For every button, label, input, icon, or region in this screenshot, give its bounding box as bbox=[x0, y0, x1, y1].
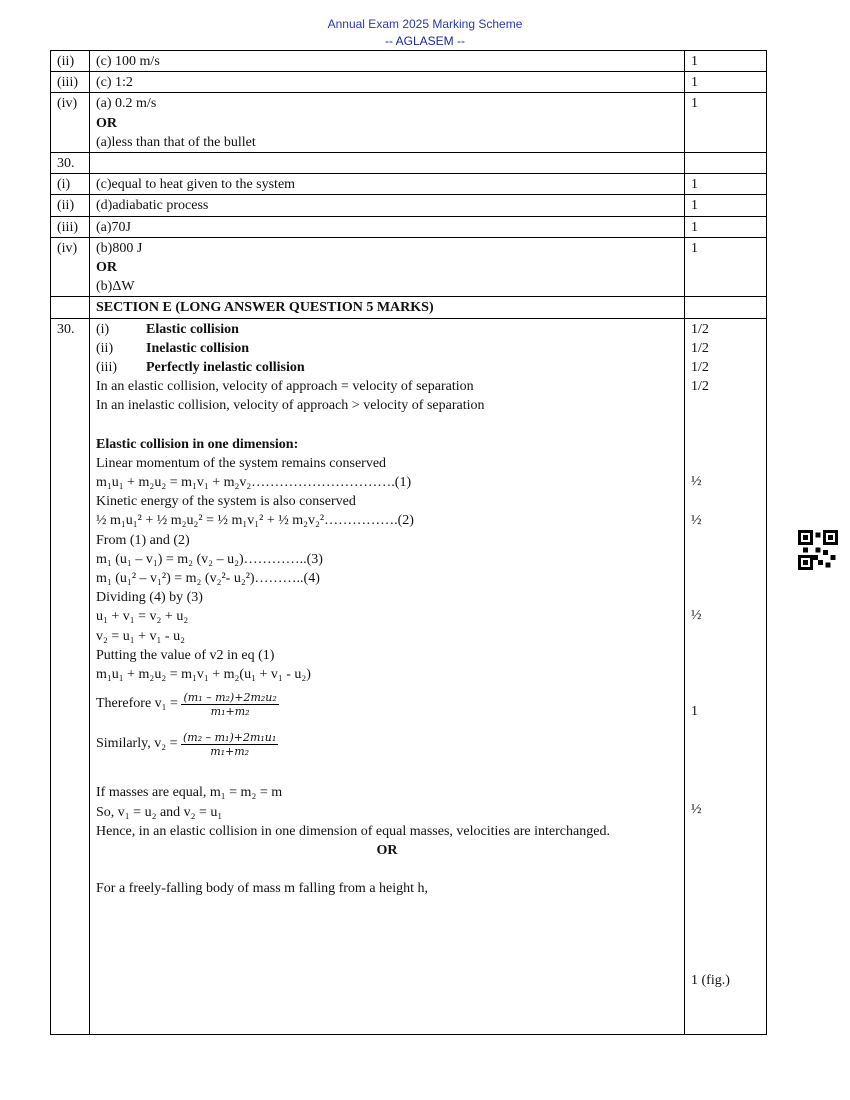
divide-text: Dividing (4) by (3) bbox=[96, 590, 203, 606]
equation-7: m₁u₁ + m₂u₂ = m₁v₁ + m₂(u₁ + v₁ - u₂) bbox=[96, 667, 311, 683]
answer-row bbox=[51, 195, 767, 216]
answer-text bbox=[90, 153, 685, 174]
answer-cell bbox=[90, 318, 685, 1035]
ke-text: Kinetic energy of the system is also conserved bbox=[96, 494, 356, 510]
equation-1: m₁u₁ + m₂u₂ = m₁v₁ + m₂v₂………………………….(1) bbox=[96, 475, 412, 491]
answer-row bbox=[51, 93, 767, 153]
answer-row bbox=[51, 153, 767, 174]
answer-row bbox=[51, 174, 767, 195]
answer-text: (c) 100 m/s bbox=[90, 51, 685, 72]
momentum-text: Linear momentum of the system remains conserved bbox=[96, 455, 387, 471]
answer-text: (b)800 J OR (b)ΔW bbox=[90, 237, 685, 297]
type-2: (ii) Inelastic collision bbox=[96, 340, 250, 356]
equation-3: m₁ (u₁ – v₁) = m₂ (v₂ – u₂)…………..(3) bbox=[96, 551, 323, 567]
answer-row bbox=[51, 72, 767, 93]
freefall-text: For a freely-falling body of mass m falling from a height h, bbox=[96, 881, 429, 897]
or-separator: OR bbox=[376, 842, 398, 858]
so-text: So, v₁ = u₂ and v₂ = u₁ bbox=[96, 804, 223, 820]
header-title: Annual Exam 2025 Marking Scheme bbox=[327, 17, 523, 31]
header-source: -- AGLASEM -- bbox=[384, 34, 465, 48]
v1-formula: Therefore v₁ = $\frac{\text{(m₁ – m₂)+2m₂u₂}}{\text{m₁+m₂}}$ bbox=[96, 690, 277, 718]
question-number: 30. bbox=[51, 153, 90, 174]
equation-5: u₁ + v₁ = v₂ + u₂ bbox=[96, 609, 189, 625]
hence-text: Hence, in an elastic collision in one dimension of equal masses, velocities are interchanged. bbox=[96, 823, 610, 839]
marks: 1 bbox=[685, 237, 767, 297]
equation-2: ½ m₁u₁² + ½ m₂u₂² = ½ m₁v₁² + ½ m₂v₂²…………….(2) bbox=[96, 513, 414, 529]
equation-6: v₂ = u₁ + v₁ - u₂ bbox=[96, 628, 185, 644]
v2-formula: Similarly, v₂ = $\frac{\text{(m₂ – m₁)+2m₁u₁}}{\text{m₁+m₂}}$ bbox=[96, 730, 277, 758]
marks: 1 bbox=[685, 93, 767, 153]
answer-text: (d)adiabatic process bbox=[90, 195, 685, 216]
type-3: (iii) Perfectly inelastic collision bbox=[96, 360, 305, 376]
answer-row bbox=[51, 51, 767, 72]
answer-row bbox=[51, 216, 767, 237]
answer-text: (c)equal to heat given to the system bbox=[90, 174, 685, 195]
marks: 1 bbox=[685, 51, 767, 72]
marks: 1 bbox=[685, 174, 767, 195]
qr-code-icon bbox=[798, 530, 838, 570]
equation-4: m₁ (u₁² – v₁²) = m₂ (v₂²- u₂²)………..(4) bbox=[96, 571, 320, 587]
type-1: (i) Elastic collision bbox=[96, 321, 239, 337]
marks bbox=[685, 153, 767, 174]
section-row bbox=[51, 297, 767, 318]
question-number: (ii) bbox=[51, 195, 90, 216]
question-number: (i) bbox=[51, 174, 90, 195]
answer-text: (c) 1:2 bbox=[90, 72, 685, 93]
equal-masses-text: If masses are equal, m₁ = m₂ = m bbox=[96, 785, 283, 801]
elastic-note: In an elastic collision, velocity of approach = velocity of separation bbox=[96, 379, 474, 395]
marks: 1 bbox=[685, 195, 767, 216]
marks-cell: 1/2 1/2 1/2 1/2 ½ ½ ½ 1 ½ 1 (fig.) bbox=[685, 318, 767, 1035]
question-number: (ii) bbox=[51, 51, 90, 72]
answer-row bbox=[51, 237, 767, 297]
section-title: SECTION E (LONG ANSWER QUESTION 5 MARKS) bbox=[90, 297, 685, 318]
inelastic-note: In an inelastic collision, velocity of approach > velocity of separation bbox=[96, 398, 485, 414]
question-number: 30. bbox=[51, 318, 90, 1035]
question-number: (iii) bbox=[51, 216, 90, 237]
answer-text: (a)70J bbox=[90, 216, 685, 237]
question-number: (iii) bbox=[51, 72, 90, 93]
elastic-heading: Elastic collision in one dimension: bbox=[96, 436, 299, 452]
question-number: (iv) bbox=[51, 237, 90, 297]
long-answer-row bbox=[51, 318, 767, 1035]
answer-text: (a) 0.2 m/s OR (a)less than that of the bullet bbox=[90, 93, 685, 153]
question-number: (iv) bbox=[51, 93, 90, 153]
marking-scheme-table bbox=[50, 50, 767, 1035]
marks: 1 bbox=[685, 72, 767, 93]
putting-text: Putting the value of v2 in eq (1) bbox=[96, 647, 275, 663]
marks: 1 bbox=[685, 216, 767, 237]
from-text: From (1) and (2) bbox=[96, 532, 190, 548]
